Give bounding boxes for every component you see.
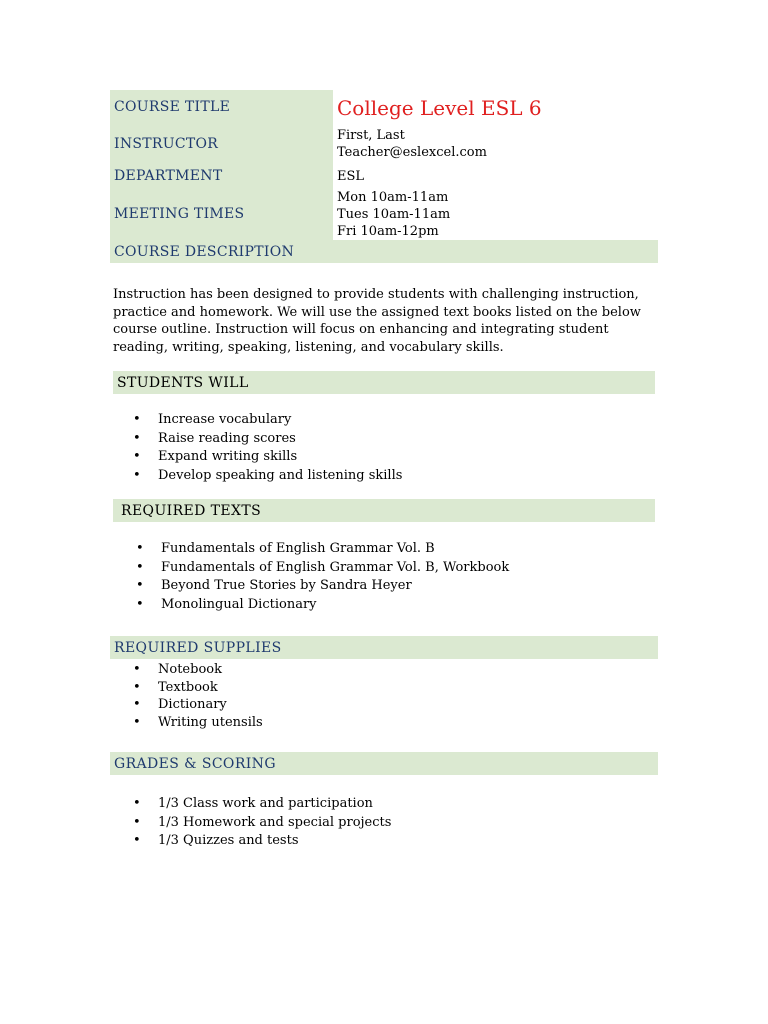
- department-value: ESL: [337, 168, 365, 184]
- list-item: [113, 679, 653, 697]
- bullet: •: [133, 412, 141, 427]
- list-item: [113, 814, 653, 833]
- course-info-table: [110, 90, 658, 263]
- list-item-text: Beyond True Stories by Sandra Heyer: [161, 578, 412, 593]
- bullet: •: [133, 449, 141, 464]
- list-item: [113, 430, 653, 449]
- bullet: •: [133, 679, 141, 695]
- list-item: [113, 714, 653, 732]
- instructor-name: First, Last: [337, 128, 405, 143]
- list-item: [116, 596, 656, 615]
- bullet: •: [133, 662, 141, 677]
- list-item: [116, 577, 656, 596]
- list-item: [116, 559, 656, 578]
- list-item-text: Dictionary: [158, 697, 227, 712]
- course-description-label: COURSE DESCRIPTION: [110, 240, 333, 263]
- list-item-text: Fundamentals of English Grammar Vol. B: [161, 541, 435, 556]
- required-supplies-heading: REQUIRED SUPPLIES: [110, 636, 658, 659]
- meeting-times-row: [110, 188, 658, 240]
- bullet: •: [133, 467, 141, 483]
- list-item: [113, 696, 653, 714]
- meeting-time: Fri 10am-12pm: [337, 223, 439, 239]
- instructor-value: [333, 124, 658, 164]
- list-item-text: Expand writing skills: [158, 449, 298, 464]
- department-label: DEPARTMENT: [110, 164, 333, 188]
- required-texts-list: [116, 540, 656, 614]
- instructor-label: INSTRUCTOR: [110, 124, 333, 164]
- bullet: •: [133, 430, 141, 446]
- course-description-row: [110, 240, 658, 263]
- list-item: [113, 832, 653, 851]
- meeting-time: Mon 10am-11am: [337, 189, 449, 205]
- course-description-text: Instruction has been designed to provide students with challenging instruction, practice and homework. We will use the assigned text books listed on the below course outline. Instruction will focus on enhancing and integrating student reading, writing, speaking, listening, and vocabulary skills.: [113, 287, 641, 355]
- bullet: •: [133, 796, 141, 811]
- meeting-times-label: MEETING TIMES: [110, 188, 333, 240]
- list-item: [116, 540, 656, 559]
- list-item-text: Increase vocabulary: [158, 412, 292, 427]
- list-item-text: Writing utensils: [158, 714, 263, 730]
- list-item: [113, 467, 653, 486]
- department-row: [110, 164, 658, 188]
- instructor-email: Teacher@eslexcel.com: [337, 145, 487, 160]
- list-item: [113, 661, 653, 679]
- meeting-times-value: [333, 188, 658, 240]
- list-item-text: Raise reading scores: [158, 430, 296, 446]
- instructor-row: [110, 124, 658, 164]
- list-item-text: Textbook: [158, 679, 218, 695]
- list-item-text: 1/3 Quizzes and tests: [158, 833, 299, 848]
- students-will-heading: STUDENTS WILL: [113, 371, 655, 394]
- bullet: •: [136, 578, 144, 593]
- course-description-fill: [333, 240, 658, 263]
- bullet: •: [133, 714, 141, 730]
- list-item: [113, 795, 653, 814]
- bullet: •: [133, 814, 141, 830]
- bullet: •: [136, 559, 144, 575]
- grades-scoring-heading: GRADES & SCORING: [110, 752, 658, 775]
- bullet: •: [136, 541, 144, 556]
- list-item-text: Develop speaking and listening skills: [158, 467, 403, 483]
- course-title-row: [110, 90, 658, 124]
- grades-scoring-list: [113, 795, 653, 851]
- required-texts-heading: REQUIRED TEXTS: [113, 499, 655, 522]
- list-item-text: Notebook: [158, 662, 222, 677]
- list-item-text: Fundamentals of English Grammar Vol. B, Workbook: [161, 559, 510, 575]
- list-item: [113, 448, 653, 467]
- students-will-list: [113, 411, 653, 485]
- bullet: •: [133, 697, 141, 712]
- bullet: •: [133, 833, 141, 848]
- bullet: •: [136, 596, 144, 612]
- required-supplies-list: [113, 661, 653, 731]
- list-item-text: 1/3 Class work and participation: [158, 796, 373, 811]
- list-item-text: Monolingual Dictionary: [161, 596, 317, 612]
- list-item-text: 1/3 Homework and special projects: [158, 814, 392, 830]
- meeting-time: Tues 10am-11am: [337, 206, 451, 222]
- list-item: [113, 411, 653, 430]
- course-title-value: College Level ESL 6: [337, 95, 542, 120]
- course-title-label: COURSE TITLE: [110, 90, 333, 124]
